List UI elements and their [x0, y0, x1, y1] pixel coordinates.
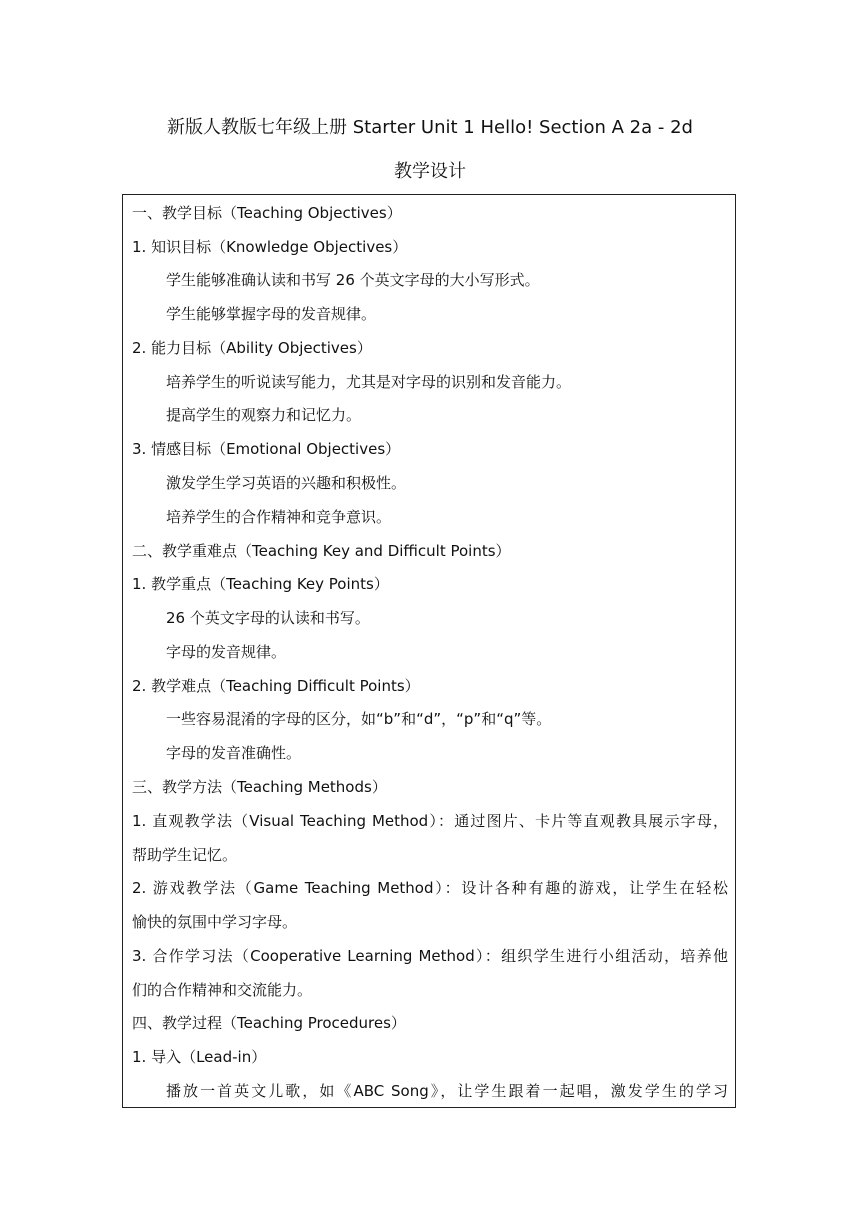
document-subtitle: 教学设计 [394, 161, 466, 182]
text-line: 26 个英文字母的认读和书写。 [166, 609, 370, 627]
section-heading-methods: 三、教学方法（Teaching Methods） [132, 778, 387, 796]
text-line: 1. 直观教学法（Visual Teaching Method）：通过图片、卡片等直观教具展示字母， [132, 812, 728, 830]
text-line: 提高学生的观察力和记忆力。 [166, 406, 362, 424]
subheading-key: 1. 教学重点（Teaching Key Points） [132, 575, 389, 593]
subheading-lead-in: 1. 导入（Lead-in） [132, 1048, 267, 1066]
section-heading-procedures: 四、教学过程（Teaching Procedures） [132, 1014, 406, 1032]
text-line: 学生能够掌握字母的发音规律。 [166, 305, 377, 323]
subheading-emotional: 3. 情感目标（Emotional Objectives） [132, 440, 401, 458]
text-line: 激发学生学习英语的兴趣和积极性。 [166, 474, 407, 492]
text-line: 一些容易混淆的字母的区分，如“b”和“d”，“p”和“q”等。 [166, 710, 552, 728]
text-line: 字母的发音准确性。 [166, 744, 302, 762]
text-line: 3. 合作学习法（Cooperative Learning Method）：组织学生进行小组活动，培养他 [132, 947, 728, 965]
text-line: 帮助学生记忆。 [132, 846, 238, 864]
text-line: 们的合作精神和交流能力。 [132, 981, 313, 999]
subheading-knowledge: 1. 知识目标（Knowledge Objectives） [132, 238, 408, 256]
text-line: 培养学生的听说读写能力，尤其是对字母的识别和发音能力。 [166, 373, 572, 391]
subheading-difficult: 2. 教学难点（Teaching Difficult Points） [132, 677, 420, 695]
section-heading-key-points: 二、教学重难点（Teaching Key and Difficult Points） [132, 542, 511, 560]
text-line: 愉快的氛围中学习字母。 [132, 913, 298, 931]
content-table [122, 194, 736, 1108]
section-heading-objectives: 一、教学目标（Teaching Objectives） [132, 204, 402, 222]
text-line: 2. 游戏教学法（Game Teaching Method）：设计各种有趣的游戏，让学生在轻松 [132, 879, 728, 897]
text-line: 播放一首英文儿歌，如《ABC Song》，让学生跟着一起唱，激发学生的学习 [166, 1082, 728, 1100]
text-line: 字母的发音规律。 [166, 643, 287, 661]
text-line: 培养学生的合作精神和竞争意识。 [166, 508, 392, 526]
subheading-ability: 2. 能力目标（Ability Objectives） [132, 339, 372, 357]
text-line: 学生能够准确认读和书写 26 个英文字母的大小写形式。 [166, 271, 540, 289]
document-title: 新版人教版七年级上册 Starter Unit 1 Hello! Section A 2a - 2d [167, 117, 693, 138]
